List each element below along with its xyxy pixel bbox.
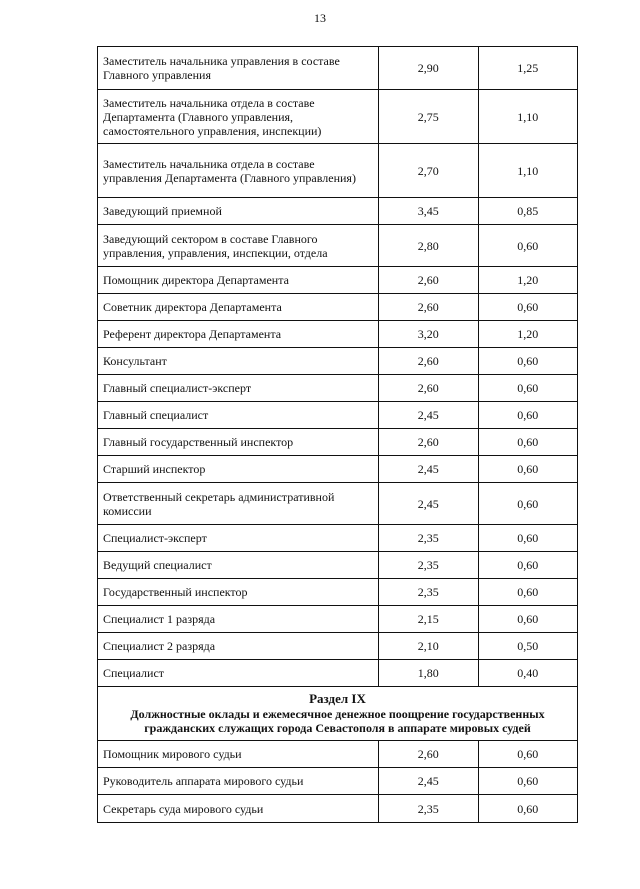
- position-name-cell: Ведущий специалист: [98, 552, 379, 579]
- table-row: [98, 375, 578, 402]
- position-name-cell: Государственный инспектор: [98, 579, 379, 606]
- salary-coefficient-cell: 2,60: [379, 375, 479, 402]
- table-row: [98, 456, 578, 483]
- salary-coefficient-cell: 2,45: [379, 768, 479, 795]
- salary-coefficient-cell: 3,45: [379, 198, 479, 225]
- position-name-cell: Специалист 2 разряда: [98, 633, 379, 660]
- position-name-cell: Советник директора Департамента: [98, 294, 379, 321]
- bonus-coefficient-cell: 1,10: [478, 144, 578, 198]
- bonus-coefficient-cell: 0,60: [478, 552, 578, 579]
- bonus-coefficient-cell: 0,60: [478, 225, 578, 267]
- section-header-body: [98, 687, 578, 741]
- table-row: [98, 552, 578, 579]
- table-row: [98, 225, 578, 267]
- section-header-row: [98, 687, 578, 741]
- table-body-main: [98, 47, 578, 687]
- position-name-cell: Консультант: [98, 348, 379, 375]
- position-name-cell: Помощник мирового судьи: [98, 741, 379, 768]
- salary-coefficient-cell: 2,80: [379, 225, 479, 267]
- section-subtitle: Должностные оклады и ежемесячное денежное поощрение государственных гражданских служащих города Севастополя в аппарате мировых судей: [130, 707, 545, 735]
- salary-coefficient-cell: 2,45: [379, 456, 479, 483]
- bonus-coefficient-cell: 0,60: [478, 294, 578, 321]
- table-row: [98, 483, 578, 525]
- salary-coefficient-cell: 3,20: [379, 321, 479, 348]
- salary-coefficient-cell: 1,80: [379, 660, 479, 687]
- position-name-cell: Специалист 1 разряда: [98, 606, 379, 633]
- position-name-cell: Руководитель аппарата мирового судьи: [98, 768, 379, 795]
- bonus-coefficient-cell: 0,60: [478, 348, 578, 375]
- section-header: [98, 687, 578, 741]
- position-name-cell: Специалист: [98, 660, 379, 687]
- bonus-coefficient-cell: 0,60: [478, 402, 578, 429]
- section-title: Раздел IX: [309, 691, 366, 706]
- salary-coefficient-cell: 2,90: [379, 47, 479, 90]
- page-number: 13: [314, 11, 326, 25]
- bonus-coefficient-cell: 0,85: [478, 198, 578, 225]
- position-name-cell: Ответственный секретарь административной комиссии: [98, 483, 379, 525]
- table-row: [98, 321, 578, 348]
- bonus-coefficient-cell: 0,60: [478, 768, 578, 795]
- salary-coefficient-cell: 2,45: [379, 402, 479, 429]
- position-name-cell: Главный специалист-эксперт: [98, 375, 379, 402]
- table-row: [98, 429, 578, 456]
- salary-coefficient-cell: 2,75: [379, 90, 479, 144]
- table-row: [98, 47, 578, 90]
- salary-coefficient-cell: 2,15: [379, 606, 479, 633]
- table-row: [98, 660, 578, 687]
- position-name-cell: Главный государственный инспектор: [98, 429, 379, 456]
- table-body-section-ix: [98, 741, 578, 823]
- salary-coefficient-cell: 2,70: [379, 144, 479, 198]
- table-row: [98, 525, 578, 552]
- bonus-coefficient-cell: 0,60: [478, 525, 578, 552]
- bonus-coefficient-cell: 0,60: [478, 456, 578, 483]
- table-row: [98, 144, 578, 198]
- table-row: [98, 294, 578, 321]
- bonus-coefficient-cell: 0,60: [478, 795, 578, 823]
- table-row: [98, 579, 578, 606]
- table-row: [98, 402, 578, 429]
- salary-coefficient-cell: 2,60: [379, 267, 479, 294]
- position-name-cell: Заместитель начальника отдела в составе управления Департамента (Главного управления): [98, 144, 379, 198]
- position-name-cell: Заведующий сектором в составе Главного управления, управления, инспекции, отдела: [98, 225, 379, 267]
- salary-coefficient-cell: 2,60: [379, 741, 479, 768]
- bonus-coefficient-cell: 0,60: [478, 483, 578, 525]
- table-row: [98, 90, 578, 144]
- bonus-coefficient-cell: 1,20: [478, 321, 578, 348]
- salary-table: [97, 46, 578, 823]
- bonus-coefficient-cell: 0,50: [478, 633, 578, 660]
- bonus-coefficient-cell: 0,60: [478, 375, 578, 402]
- salary-coefficient-cell: 2,60: [379, 429, 479, 456]
- bonus-coefficient-cell: 0,60: [478, 741, 578, 768]
- bonus-coefficient-cell: 0,60: [478, 429, 578, 456]
- salary-coefficient-cell: 2,35: [379, 552, 479, 579]
- bonus-coefficient-cell: 1,20: [478, 267, 578, 294]
- salary-coefficient-cell: 2,60: [379, 294, 479, 321]
- table-row: [98, 633, 578, 660]
- bonus-coefficient-cell: 1,10: [478, 90, 578, 144]
- salary-coefficient-cell: 2,10: [379, 633, 479, 660]
- bonus-coefficient-cell: 0,60: [478, 579, 578, 606]
- salary-coefficient-cell: 2,35: [379, 795, 479, 823]
- position-name-cell: Старший инспектор: [98, 456, 379, 483]
- table-row: [98, 267, 578, 294]
- position-name-cell: Заместитель начальника управления в составе Главного управления: [98, 47, 379, 90]
- table-row: [98, 198, 578, 225]
- bonus-coefficient-cell: 0,40: [478, 660, 578, 687]
- table-row: [98, 606, 578, 633]
- position-name-cell: Помощник директора Департамента: [98, 267, 379, 294]
- position-name-cell: Заведующий приемной: [98, 198, 379, 225]
- salary-coefficient-cell: 2,60: [379, 348, 479, 375]
- bonus-coefficient-cell: 1,25: [478, 47, 578, 90]
- position-name-cell: Специалист-эксперт: [98, 525, 379, 552]
- table-row: [98, 741, 578, 768]
- position-name-cell: Главный специалист: [98, 402, 379, 429]
- position-name-cell: Заместитель начальника отдела в составе Департамента (Главного управления, самостоятельного управления, инспекции): [98, 90, 379, 144]
- table-row: [98, 795, 578, 823]
- bonus-coefficient-cell: 0,60: [478, 606, 578, 633]
- salary-coefficient-cell: 2,35: [379, 579, 479, 606]
- position-name-cell: Секретарь суда мирового судьи: [98, 795, 379, 823]
- salary-coefficient-cell: 2,45: [379, 483, 479, 525]
- position-name-cell: Референт директора Департамента: [98, 321, 379, 348]
- table-row: [98, 348, 578, 375]
- table-row: [98, 768, 578, 795]
- salary-coefficient-cell: 2,35: [379, 525, 479, 552]
